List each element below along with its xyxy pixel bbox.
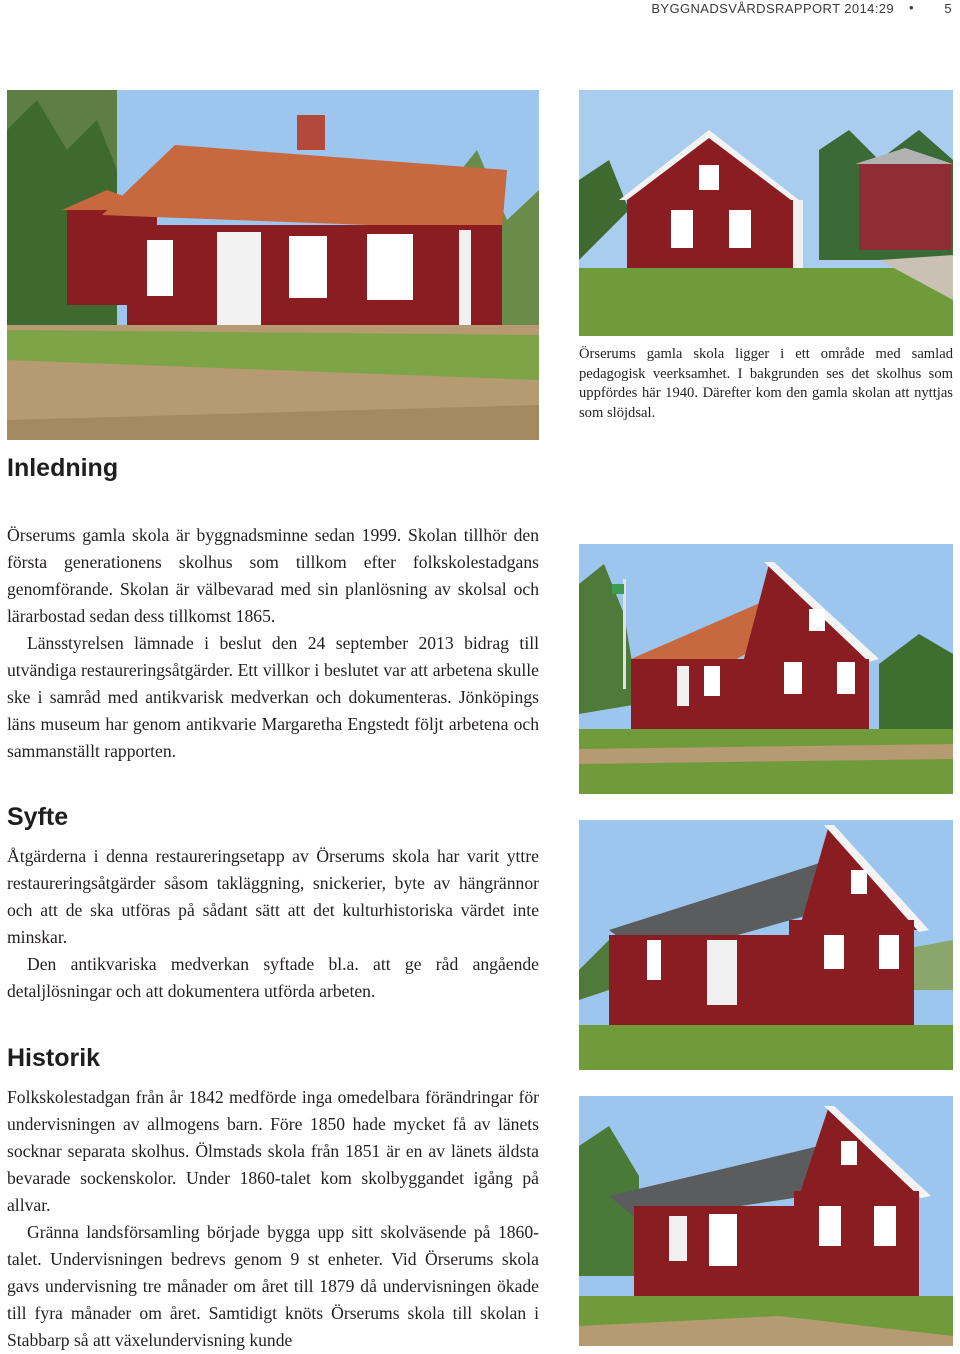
photo-caption: Örserums gamla skola ligger i ett område med samlad pedagogisk veerksamhet. I bakgrunden ses det skolhus som uppfördes här 1940. Därefter kom den gamla skolan att nyttjas som slöjdsal. (579, 346, 953, 421)
page-number: 5 (944, 1, 952, 16)
heading-historik: Historik (7, 1044, 101, 1072)
photo-school-grey-roof-2 (579, 1096, 953, 1346)
photo-school-with-1940-building (579, 90, 953, 336)
historik-paragraph-2: Gränna landsförsamling började bygga upp sitt skolväsende på 1860-talet. Undervisningen bedrevs genom 9 st enheter. Vid Örserums skola gavs undervisning tre månader om året till 1879 då undervisningen ökade till fyra månader om året. Samtidigt knöts Örserums skola till skolan i Stabbarp så att växelundervisning kunde (7, 1222, 539, 1350)
heading-inledning: Inledning (7, 454, 119, 482)
heading-syfte: Syfte (7, 803, 69, 831)
syfte-paragraph-1: Åtgärderna i denna restaureringsetapp av Örserums skola har varit yttre restaureringsåtgärder såsom takläggning, snickerier, byte av hängrännor och att de ska utföras på sådant sätt att det kulturhistoriska värdet inte minskar. (7, 846, 539, 947)
inledning-paragraph-1: Örserums gamla skola är byggnadsminne sedan 1999. Skolan tillhör den första generationens skolhus som tillkom efter folkskolestadgans genomförande. Skolan är välbevarad med sin planlösning av skolsal och lärarbostad sedan dess tillkomst 1865. (7, 525, 539, 626)
photo-school-side (579, 544, 953, 794)
photo-school-front (7, 90, 539, 440)
bullet-separator: • (909, 0, 914, 15)
inledning-text (7, 522, 539, 765)
syfte-text (7, 843, 539, 1005)
historik-text (7, 1084, 539, 1354)
historik-paragraph-1: Folkskolestadgan från år 1842 medförde inga omedelbara förändringar för undervisningen av allmogens barn. Före 1850 hade mycket få av länets socknar separata skolhus. Ölmstads skola från 1851 är en av länets äldsta bevarade sockenskolor. Under 1860-talet kom skolbyggandet igång på allvar. (7, 1087, 539, 1215)
running-header (0, 0, 960, 20)
syfte-paragraph-2: Den antikvariska medverkan syftade bl.a. att ge råd angående detaljlösningar och att dokumentera utförda arbeten. (7, 954, 539, 1001)
photo-school-grey-roof-1 (579, 820, 953, 1070)
inledning-paragraph-2: Länsstyrelsen lämnade i beslut den 24 september 2013 bidrag till utvändiga restaureringsåtgärder. Ett villkor i beslutet var att arbetena skulle ske i samråd med antikvarisk medverkan och dokumenteras. Jönköpings läns museum har genom antikvarie Margaretha Engstedt följt arbetena och sammanställt rapporten. (7, 633, 539, 761)
report-title: BYGGNADSVÅRDSRAPPORT 2014:29 (651, 1, 894, 16)
